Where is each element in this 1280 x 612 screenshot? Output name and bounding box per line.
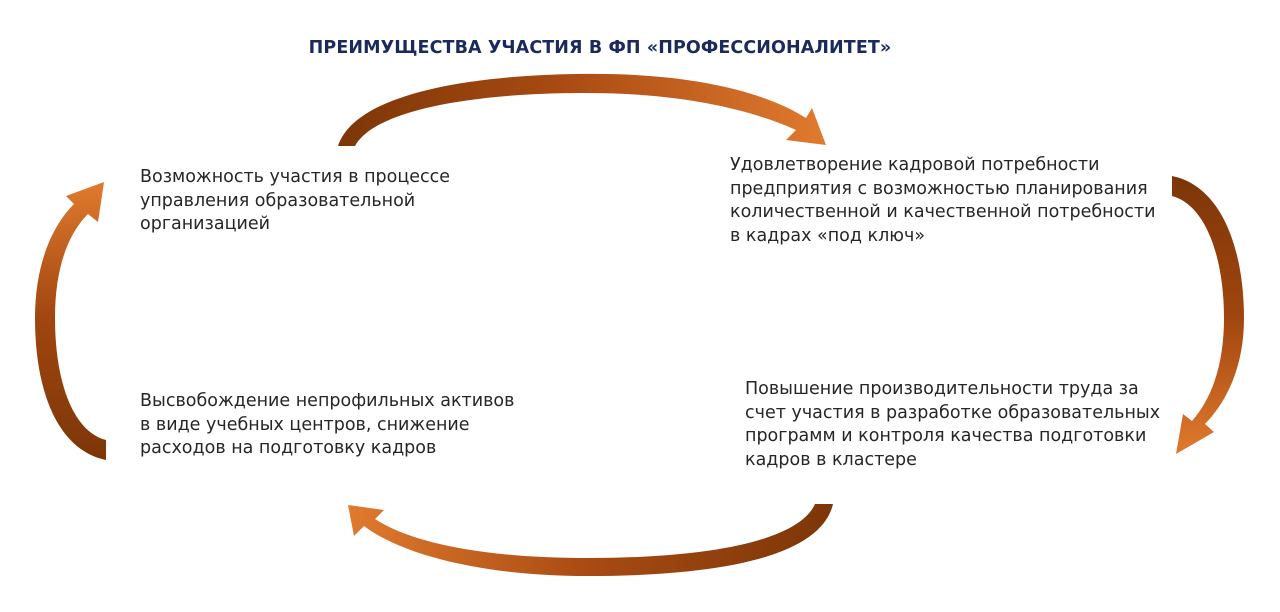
arrow-bottom <box>348 504 833 576</box>
arrow-right <box>1172 176 1244 454</box>
arrow-left <box>35 182 106 460</box>
benefit-asset-release: Высвобождение непрофильных активов в виде учебных центров, снижение расходов на подготовку кадров <box>140 391 515 458</box>
benefit-staffing-needs: Удовлетворение кадровой потребности предприятия с возможностью планирования количественной и качественной потребности в кадрах «под ключ» <box>730 155 1156 246</box>
benefit-productivity: Повышение производительности труда за счет участия в разработке образовательных программ и контроля качества подготовки кадров в кластере <box>745 379 1161 470</box>
diagram-title: ПРЕИМУЩЕСТВА УЧАСТИЯ В ФП «ПРОФЕССИОНАЛИТЕТ» <box>308 38 892 58</box>
benefit-management-participation: Возможность участия в процессе управления образовательной организацией <box>140 167 451 234</box>
arrow-top <box>338 74 826 146</box>
